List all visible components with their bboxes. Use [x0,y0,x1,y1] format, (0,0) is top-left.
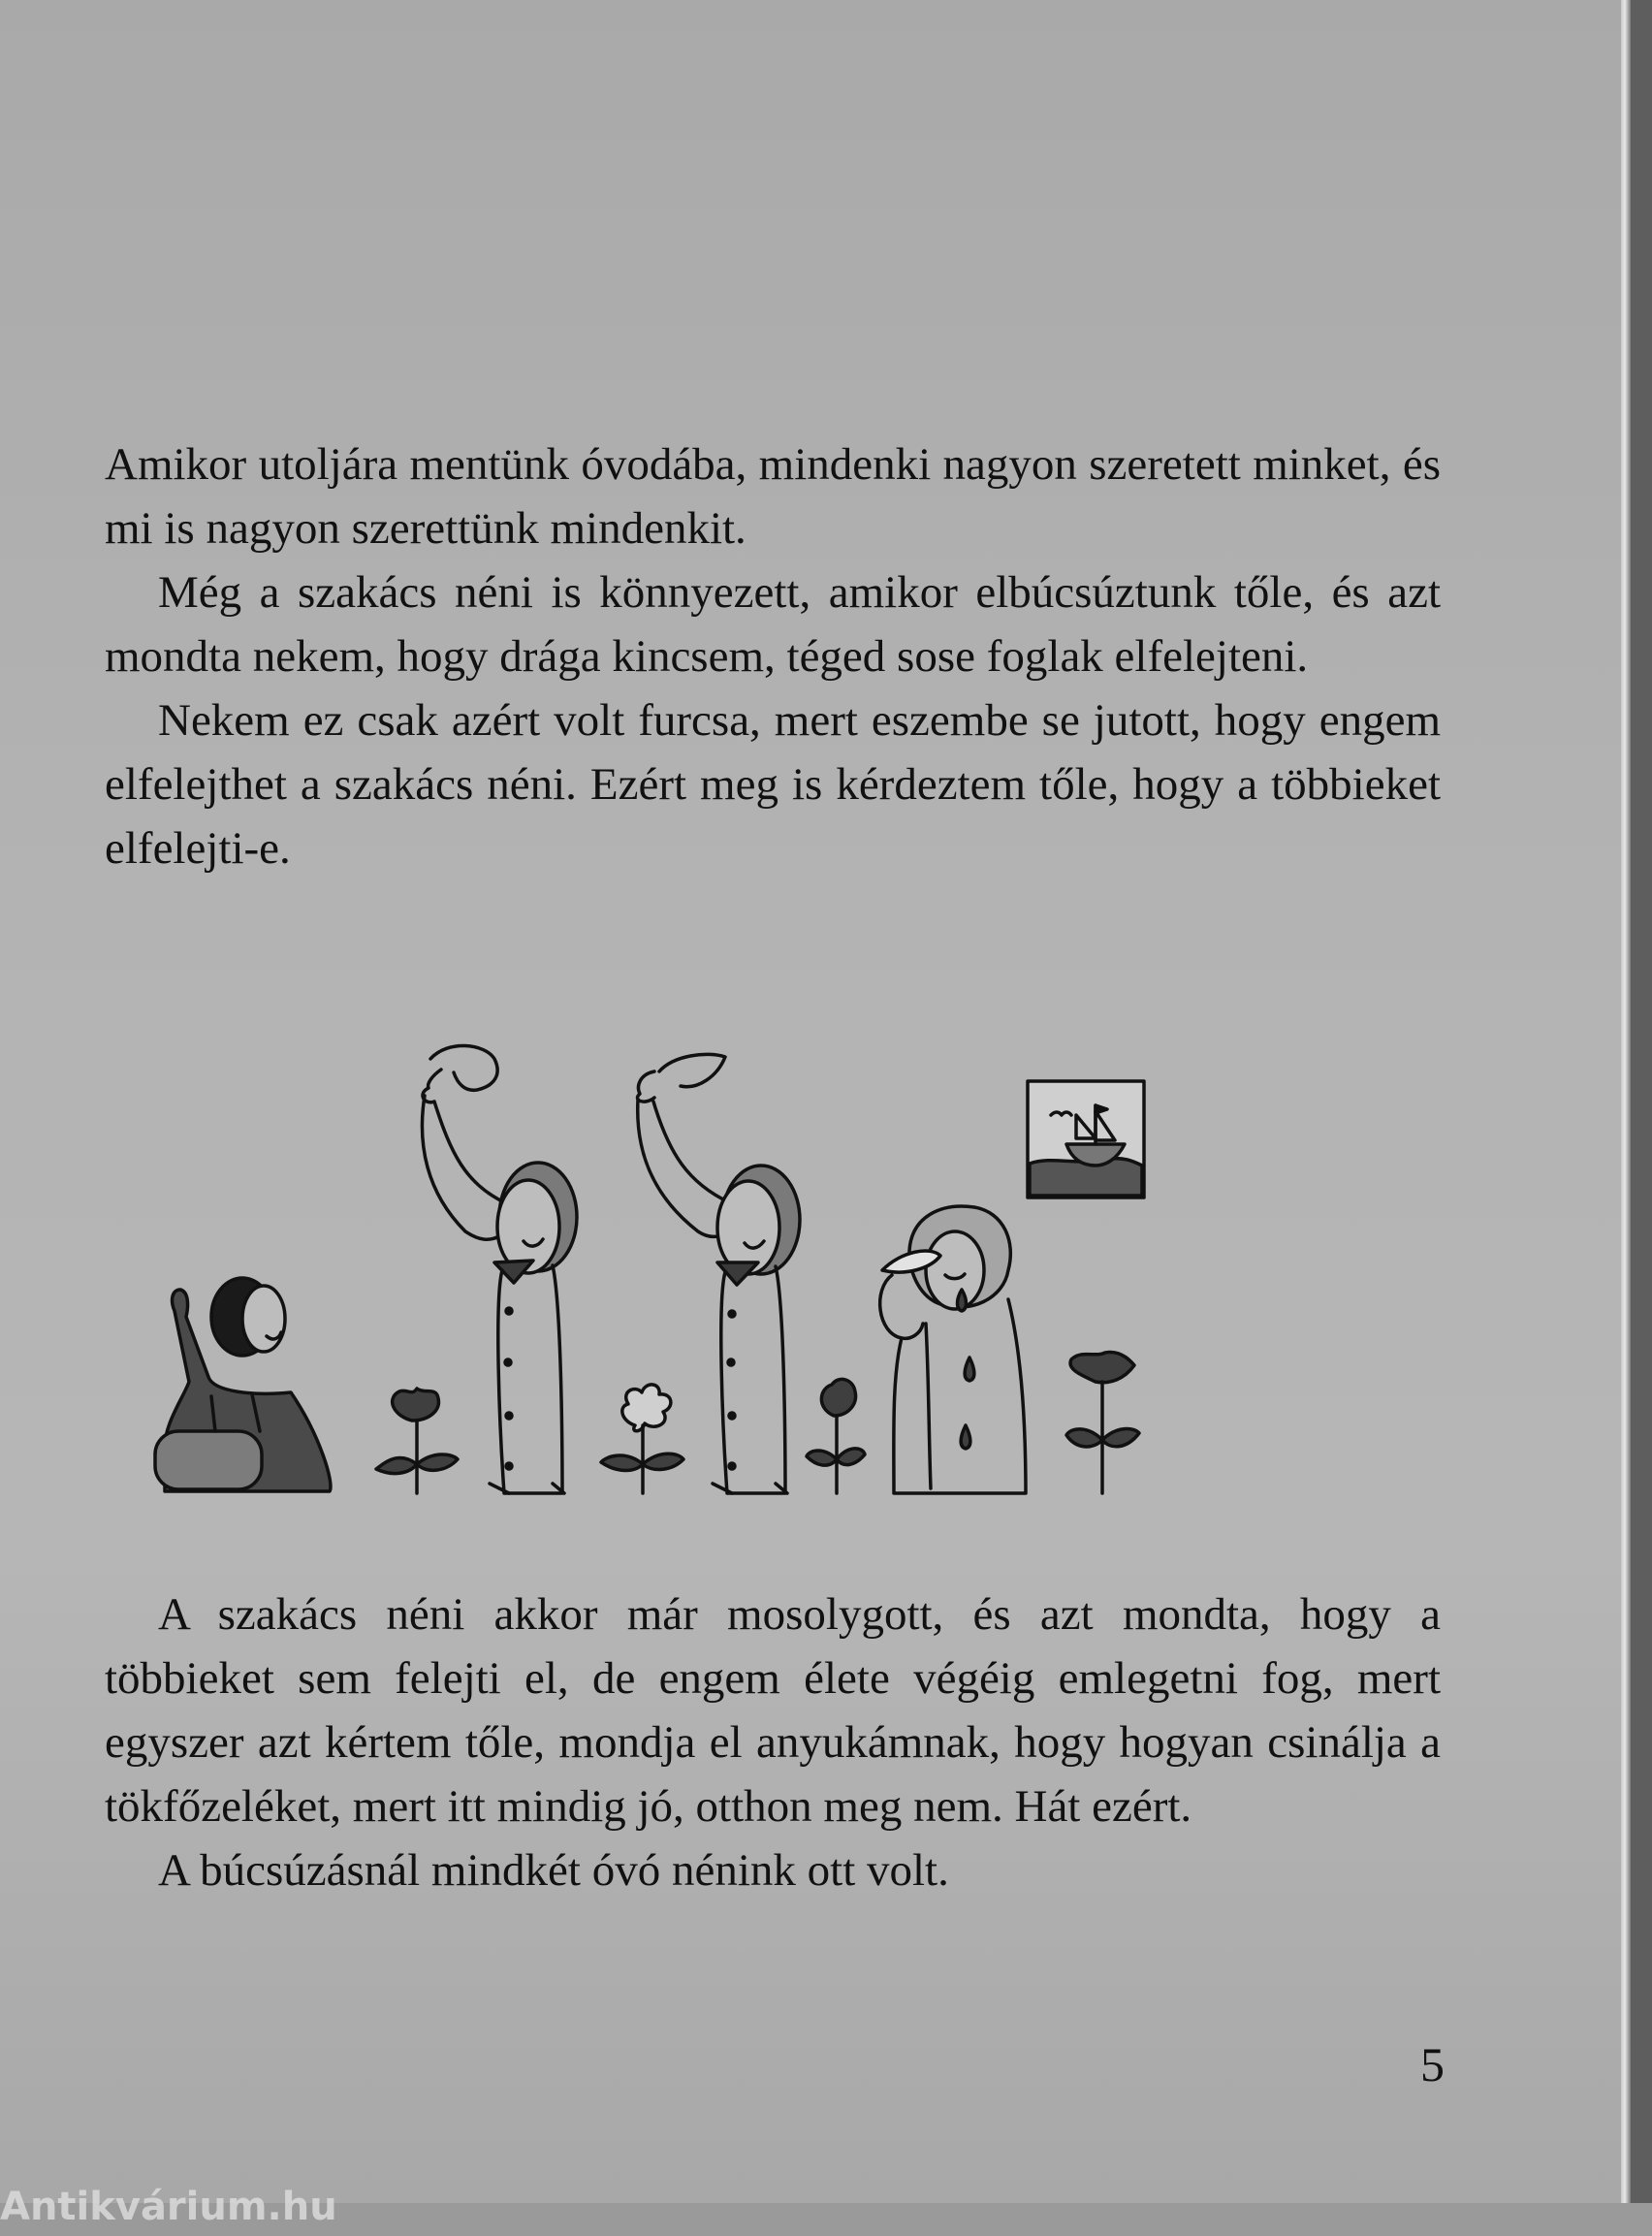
flower-1 [376,1389,458,1493]
paragraph-1: Amikor utoljára mentünk óvodába, mindenki nagyon szeretett minket, és mi is nagyon szerettünk mindenkit. [105,439,1441,554]
teacher-1-figure [422,1045,577,1493]
teacher-2-figure [638,1054,800,1493]
boat-picture-frame [1028,1081,1144,1198]
paragraph-3: Nekem ez csak azért volt furcsa, mert eszembe se jutott, hogy engem elfelejthet a szakács néni. Ezért meg is kérdeztem tőle, hogy a többieket elfelejti-e. [105,695,1441,874]
cook-figure [880,1206,1026,1493]
page-edge [1621,0,1631,2203]
paragraph-4: A szakács néni akkor már mosolygott, és azt mondta, hogy a többieket sem felejti el, de engem élete végéig emlegetni fog, mert egyszer azt kértem tőle, mondja el anyukámnak, hogy hogyan csinálja a tökfőzeléket, mert itt mindig jó, otthon meg nem. Hát ezért. [105,1589,1441,1832]
flower-3 [807,1379,865,1493]
text-block-top [105,432,1441,880]
paragraph-5: A búcsúzásnál mindkét óvó nénink ott volt. [158,1845,949,1896]
flower-4 [1066,1352,1139,1493]
child-with-bag-figure [155,1278,331,1491]
background-outside-page [1631,0,1652,2203]
flower-2 [601,1385,683,1493]
text-block-bottom [105,1582,1441,1902]
paragraph-2: Még a szakács néni is könnyezett, amikor elbúcsúztunk tőle, és azt mondta nekem, hogy drága kincsem, téged sose foglak elfelejteni. [105,567,1441,682]
watermark-text: Antikvárium.hu [0,2185,337,2229]
page-number: 5 [1420,2037,1445,2092]
illustration-farewell [97,1008,1454,1513]
